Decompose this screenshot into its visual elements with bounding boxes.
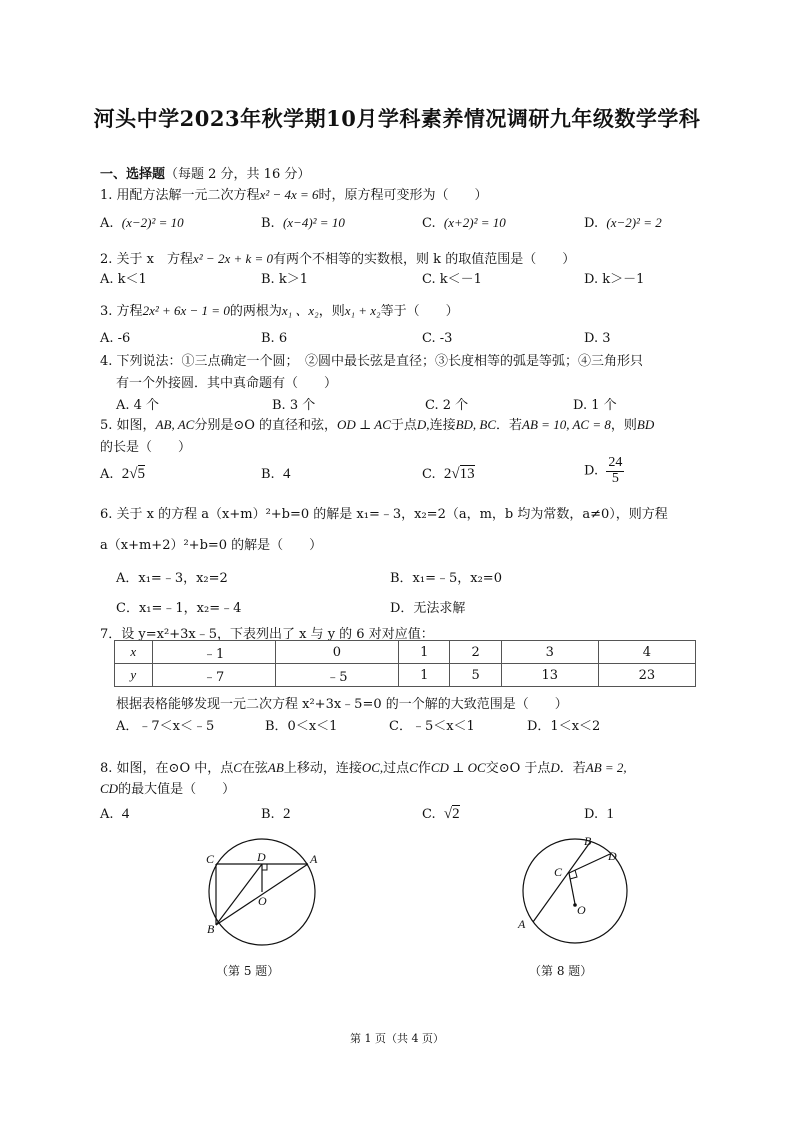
q1-text: 用配方法解一元二次方程	[116, 188, 260, 203]
q1-option-a: A. (x−2)² = 10	[100, 215, 184, 231]
question-7: 7．设 y=x²+3x﹣5，下表列出了 x 与 y 的 6 对对应值：	[100, 627, 434, 642]
q4-option-d: D. 1 个	[573, 398, 617, 413]
fig8-label-c: C	[554, 865, 563, 879]
fig5-segment-bd	[216, 864, 262, 925]
q2-equation: x² − 2x + k = 0	[193, 251, 274, 266]
q3-option-d: D. 3	[584, 331, 611, 346]
q5-option-b: B. 4	[261, 466, 291, 482]
q1-option-b: B. (x−4)² = 10	[261, 215, 345, 231]
q2-option-a: A. k＜1	[100, 272, 147, 287]
q3-roots: x₁ 、x₂	[281, 303, 319, 318]
q1-option-d: D. (x−2)² = 2	[584, 215, 662, 231]
q3-sum: x₁ + x₂	[344, 303, 381, 318]
q3-option-b: B. 6	[261, 331, 288, 346]
q6-option-b: B．x₁=﹣5，x₂=0	[390, 571, 502, 586]
q1-number: 1.	[100, 188, 113, 203]
q4-option-c: C. 2 个	[425, 398, 469, 413]
q7-value-table	[114, 640, 696, 687]
q7-option-c: C．﹣5＜x＜1	[389, 719, 475, 734]
figure-5-caption: （第 5 题）	[216, 964, 280, 978]
question-3: 3. 方程2x² + 6x − 1 = 0的两根为x₁ 、x₂，则x₁ + x₂等于（ ）	[100, 303, 459, 319]
fig5-label-a: A	[310, 852, 318, 866]
q8-option-b: B. 2	[261, 806, 291, 822]
question-6: 6. 关于 x 的方程 a（x+m）²+b=0 的解是 x₁=﹣3，x₂=2（a，m，b 均为常数，a≠0），则方程	[100, 507, 668, 522]
q4-option-b: B. 3 个	[272, 398, 316, 413]
q7-line2: 根据表格能够发现一元二次方程 x²+3x﹣5=0 的一个解的大致范围是（ ）	[116, 697, 568, 712]
fig5-label-b: B	[207, 922, 215, 936]
fig5-label-d: D	[257, 850, 266, 864]
section-note: （每题 2 分，共 16 分）	[165, 167, 311, 182]
section-heading	[100, 163, 310, 182]
q7-option-a: A．﹣7＜x＜﹣5	[116, 719, 215, 734]
question-5: 5. 如图，AB, AC分别是⊙O 的直径和弦，OD ⊥ AC于点D,连接BD, BC．若AB = 10, AC = 8，则BD	[100, 417, 655, 433]
figure-5-diagram	[200, 835, 330, 945]
fig8-label-a: A	[518, 917, 526, 931]
q4-option-a: A. 4 个	[116, 398, 160, 413]
page-title: 河头中学2023年秋学期10月学科素养情况调研九年级数学学科	[93, 106, 701, 131]
question-4: 4. 下列说法：①三点确定一个圆； ②圆中最长弦是直径；③长度相等的弧是等弧；④三角形只	[100, 354, 644, 369]
fig5-label-o: O	[258, 894, 267, 908]
q1-option-c: C. (x+2)² = 10	[422, 215, 506, 231]
table-row: y ﹣7 ﹣5 1 5 13 23	[115, 664, 696, 687]
q2-option-d: D. k＞－1	[584, 272, 645, 287]
question-1	[100, 184, 488, 203]
q8-option-c: C. √2	[422, 806, 460, 822]
q7-option-b: B．0＜x＜1	[265, 719, 338, 734]
q1-equation: x² − 4x = 6	[259, 187, 319, 202]
fig5-right-angle-mark	[262, 864, 267, 870]
table-row: x ﹣1 0 1 2 3 4	[115, 641, 696, 664]
q2-option-b: B. k＞1	[261, 272, 308, 287]
q6-option-a: A．x₁=﹣3，x₂=2	[116, 571, 228, 586]
q6-line2: a（x+m+2）²+b=0 的解是（ ）	[100, 538, 323, 553]
fig5-label-c: C	[206, 852, 215, 866]
q5-option-d: D. $\frac{24}{5}$	[584, 455, 623, 486]
q5-line2: 的长是（ ）	[100, 440, 192, 455]
q2-option-c: C. k＜－1	[422, 272, 482, 287]
figure-8-diagram	[512, 832, 652, 947]
q7-option-d: D．1＜x＜2	[527, 719, 601, 734]
q8-option-a: A. 4	[100, 806, 130, 822]
q8-option-d: D. 1	[584, 806, 614, 822]
q3-option-c: C. -3	[422, 331, 453, 346]
figure-8-caption: （第 8 题）	[529, 964, 593, 978]
q1-text2: 时，原方程可变形为（ ）	[318, 188, 488, 203]
question-8: 8. 如图，在⊙O 中，点C在弦AB上移动，连接OC,过点C作CD ⊥ OC交⊙O 于点D．若AB = 2,	[100, 760, 627, 776]
question-2: 2. 关于 x 方程x² − 2x + k = 0有两个不相等的实数根，则 k 的取值范围是（ ）	[100, 251, 576, 267]
q6-option-d: D．无法求解	[390, 601, 466, 616]
fig8-label-d: D	[608, 849, 617, 863]
q3-equation: 2x² + 6x − 1 = 0	[142, 303, 230, 318]
q5-option-a: A. 2√5	[100, 466, 146, 482]
q3-option-a: A. -6	[100, 331, 131, 346]
section-label: 一、选择题	[100, 167, 166, 182]
q4-line2: 有一个外接圆．其中真命题有（ ）	[116, 376, 338, 391]
page-footer: 第 1 页（共 4 页）	[350, 1032, 444, 1045]
fig8-label-o: O	[577, 903, 586, 917]
fig8-label-b: B	[584, 834, 592, 848]
q8-line2: CD的最大值是（ ）	[100, 781, 236, 797]
q5-option-c: C. 2√13	[422, 466, 475, 482]
q6-option-c: C．x₁=﹣1，x₂=﹣4	[116, 601, 242, 616]
